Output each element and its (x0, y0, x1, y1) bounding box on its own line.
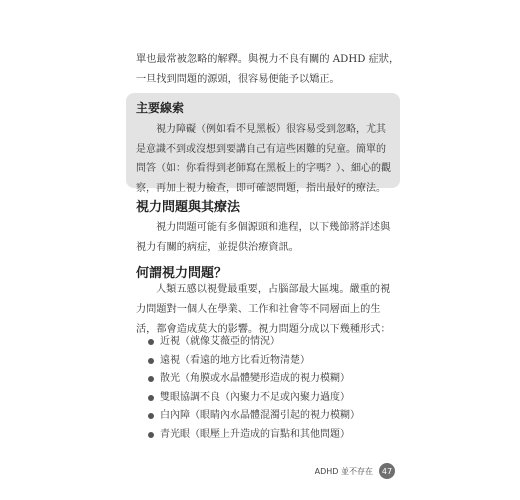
section2-paragraph: 人類五感以視覺最重要，占腦部最大區塊。嚴重的視力問題對一個人在學業、工作和社會等不同層面上的生活，都會造成莫大的影響。視力問題分成以下幾種形式： (136, 284, 391, 335)
list-item: 青光眼（眼壓上升造成的盲點和其他問題） (148, 426, 360, 445)
key-clue-box (126, 93, 400, 194)
bullet-icon (148, 358, 154, 364)
vision-problem-list (148, 333, 360, 444)
list-item: 遠視（看遠的地方比看近物清楚） (148, 352, 360, 371)
section-heading-vision-problems-treatment: 視力問題與其療法 (136, 200, 241, 215)
bullet-icon (148, 413, 154, 419)
bullet-icon (148, 395, 154, 401)
page-number: 47 (379, 463, 395, 479)
intro-paragraph: 單也最常被忽略的解釋。與視力不良有關的 ADHD 症狀，一旦找到問題的源頭，很容易便能予以矯正。 (136, 54, 400, 85)
key-clue-text: 視力障礙（例如看不見黑板）很容易受到忽略，尤其是意識不到或沒想到要講自己有這些困難的兒童。簡單的問答（如：你看得到老師寫在黑板上的字嗎？）、細心的觀察，再加上視力檢查，即可確認問題，指出最好的療法。 (136, 124, 391, 194)
bullet-icon (148, 432, 154, 438)
list-item: 近視（就像艾薇亞的情況） (148, 333, 360, 352)
running-title: ADHD 並不存在 (314, 466, 373, 476)
bullet-icon (148, 339, 154, 345)
section1-paragraph: 視力問題可能有多個源頭和進程，以下幾節將詳述與視力有關的病症，並提供治療資訊。 (136, 222, 391, 253)
bullet-icon (148, 376, 154, 382)
list-item: 白內障（眼睛內水晶體混濁引起的視力模糊） (148, 407, 360, 426)
section-heading-what-are-vision-problems: 何謂視力問題？ (136, 266, 228, 281)
list-item: 散光（角膜或水晶體變形造成的視力模糊） (148, 370, 360, 389)
list-item: 雙眼協調不良（內聚力不足或內聚力過度） (148, 389, 360, 408)
page-footer (315, 463, 395, 479)
key-clue-title: 主要線索 (136, 101, 185, 115)
